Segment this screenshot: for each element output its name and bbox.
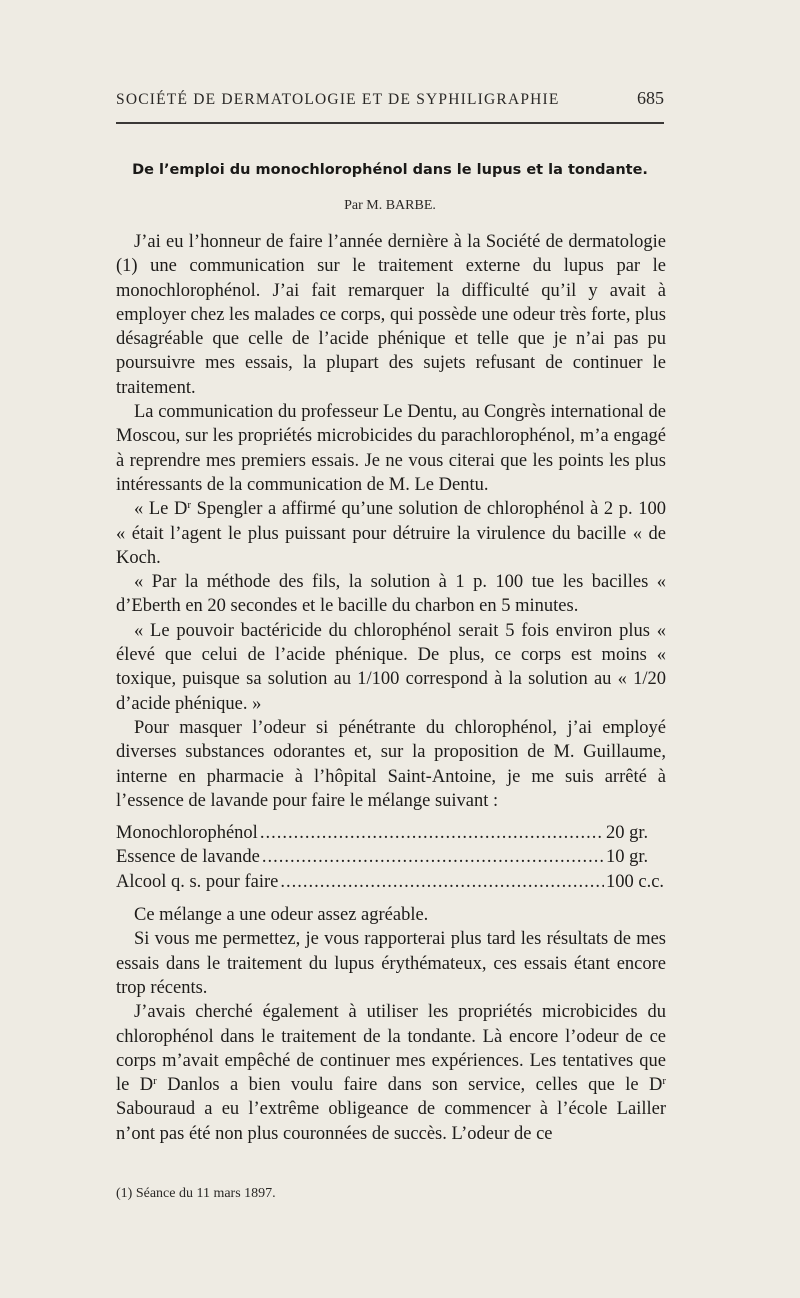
paragraph-6-part-1: J’avais cherché également à utiliser les propriétés microbicides du chlorophénol dans le traitement de la tondante. Là encore l’odeur de ce corps m’avait empêché de continuer mes expériences. Les tentatives que le D	[116, 1002, 666, 1096]
paragraph-5: Si vous me permettez, je vous rapporterai plus tard les résultats de mes essais dans le traitement du lupus érythémateux, ces essais étant encore trop récents.	[116, 929, 666, 998]
formula-row	[116, 870, 666, 894]
quote-spengler	[116, 497, 666, 570]
footnote-text: Séance du 11 mars 1897.	[132, 1186, 276, 1201]
quote-spengler-rest: Spengler a affirmé qu’une solution de chlorophénol à 2 p. 100 « était l’agent le plus puissant pour détruire la virulence du bacille « de Koch.	[116, 499, 666, 568]
quote-bactericide: « Le pouvoir bactéricide du chlorophénol serait 5 fois environ plus « élevé que celui de l’acide phénique. De plus, ce corps est moins « toxique, puisque sa solution au 1/100 correspond à la solution au « 1/20 d’acide phénique. »	[116, 620, 666, 714]
page-number: 685	[637, 88, 664, 108]
formula-quantity: 20 gr.	[606, 823, 649, 844]
superscript-r: r	[187, 499, 192, 512]
formula-quantity: 10 gr.	[606, 847, 649, 868]
header-rule	[116, 122, 664, 124]
paragraph-6-part-2: Danlos a bien voulu faire dans son service, celles que le D	[156, 1075, 663, 1096]
paragraph-6	[116, 1000, 666, 1146]
dot-leader	[262, 845, 604, 869]
formula-ingredient: Monochlorophénol	[116, 823, 258, 844]
dot-leader	[260, 821, 604, 845]
quote-eberth: « Par la méthode des fils, la solution à 1 p. 100 tue les bacilles « d’Eberth en 20 secondes et le bacille du charbon en 5 minutes.	[116, 572, 666, 617]
formula-quantity: 100 c.c.	[606, 871, 665, 892]
formula-row	[116, 845, 666, 869]
running-title: SOCIÉTÉ DE DERMATOLOGIE ET DE SYPHILIGRAPHIE	[116, 91, 560, 108]
formula-ingredient: Alcool q. s. pour faire	[116, 871, 279, 892]
article-title: De l’emploi du monochlorophénol dans le lupus et la tondante.	[132, 162, 648, 178]
formula-row	[116, 821, 666, 845]
superscript-r: r	[153, 1075, 157, 1088]
formula-list	[116, 821, 666, 894]
article-body	[116, 230, 666, 1146]
formula-ingredient: Essence de lavande	[116, 847, 260, 868]
paragraph-6-part-3: Sabouraud a eu l’extrême obligeance de commencer à l’école Lailler n’ont pas été non plus couronnées de succès. L’odeur de ce	[116, 1099, 666, 1144]
footnote-marker: (1)	[116, 1186, 133, 1201]
paragraph-2: La communication du professeur Le Dentu, au Congrès international de Moscou, sur les propriétés microbicides du parachlorophénol, m’a engagé à reprendre mes premiers essais. Je ne vous citerai que les points les plus intéressants de la communication de M. Le Dentu.	[116, 402, 666, 495]
superscript-r: r	[662, 1075, 666, 1088]
paragraph-1: J’ai eu l’honneur de faire l’année dernière à la Société de dermatologie (1) une communication sur le traitement externe du lupus par le monochlorophénol. J’ai fait remarquer la difficulté qu’il y avait à employer chez les malades ce corps, qui possède une odeur très forte, plus désagréable que celle de l’acide phénique et telle que je n’ai pas pu poursuivre mes essais, la plupart des sujets refusant de continuer le traitement.	[116, 232, 666, 398]
running-head	[116, 88, 664, 109]
dot-leader	[280, 870, 604, 894]
paragraph-4: Ce mélange a une odeur assez agréable.	[134, 905, 429, 926]
article-byline: Par M. BARBE.	[344, 198, 436, 213]
quote-spengler-start: « Le D	[134, 499, 188, 520]
footnote	[116, 1186, 666, 1202]
paragraph-3: Pour masquer l’odeur si pénétrante du chlorophénol, j’ai employé diverses substances odorantes et, sur la proposition de M. Guillaume, interne en pharmacie à l’hôpital Saint-Antoine, je me suis arrêté à l’essence de lavande pour faire le mélange suivant :	[116, 717, 666, 811]
